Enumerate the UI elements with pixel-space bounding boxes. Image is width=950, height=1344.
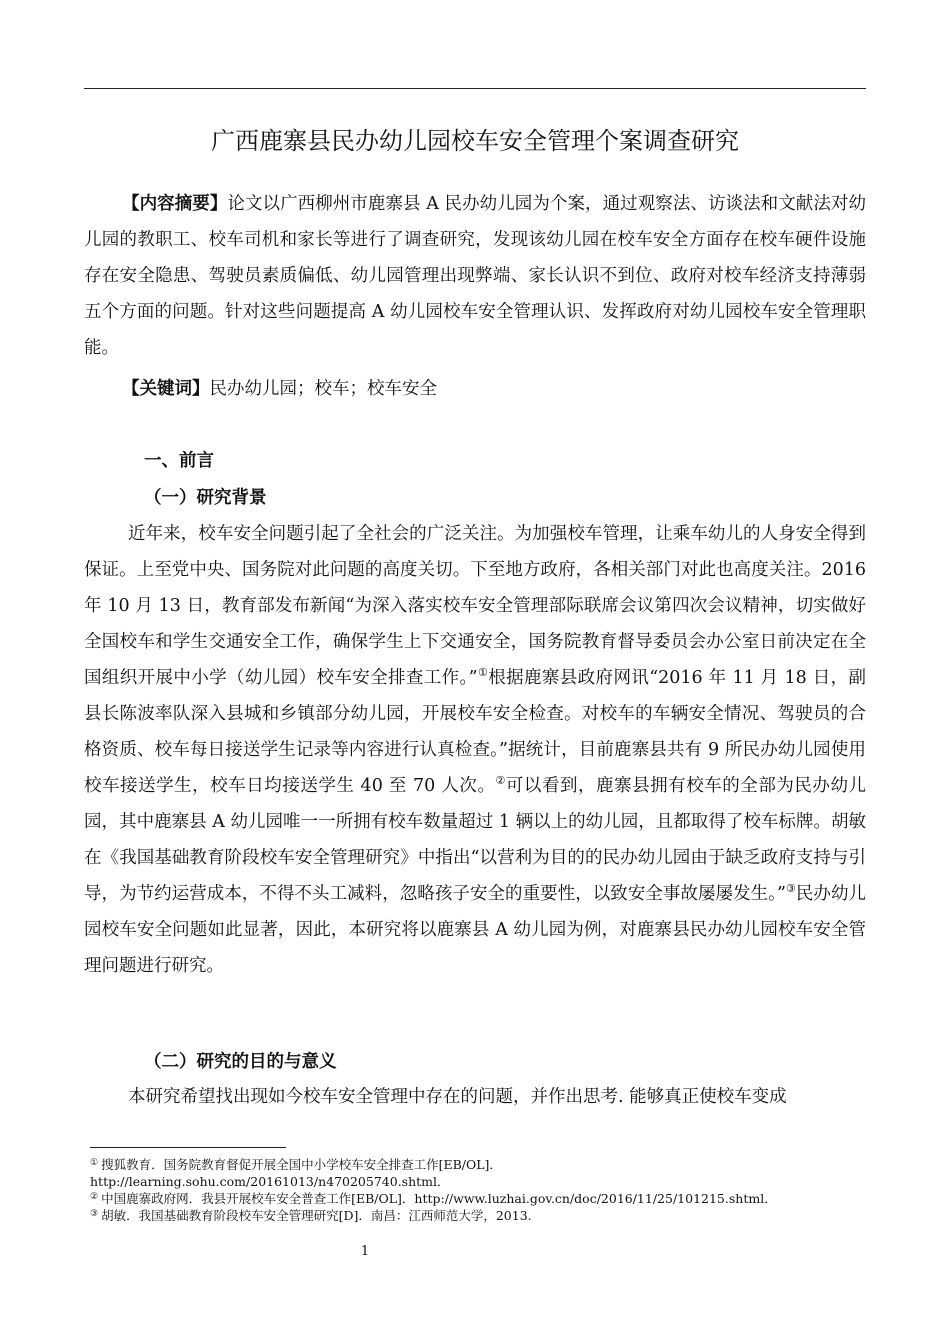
footnote-item: [90, 1190, 850, 1207]
footnote-ref-1[interactable]: ①: [477, 666, 489, 679]
footnote-text: 中国鹿寨政府网．我县开展校车安全普查工作[EB/OL]．http://www.luzhai.gov.cn/doc/2016/11/25/101215.shtml．: [101, 1191, 777, 1206]
abstract-text: 论文以广西柳州市鹿寨县 A 民办幼儿园为个案，通过观察法、访谈法和文献法对幼儿园的教职工、校车司机和家长等进行了调查研究，发现该幼儿园在校车安全方面存在校车硬件设施存在安全隐患、驾驶员素质偏低、幼儿园管理出现弊端、家长认识不到位、政府对校车经济支持薄弱五个方面的问题。针对这些问题提高 A 幼儿园校车安全管理认识、发挥政府对幼儿园校车安全管理职能。: [84, 194, 866, 358]
footnote-item: [90, 1156, 850, 1190]
subsection-heading-purpose: （二）研究的目的与意义: [144, 1052, 337, 1072]
footnote-mark: ③: [90, 1209, 99, 1219]
section-heading-introduction: 一、前言: [144, 451, 214, 471]
keywords-paragraph: [84, 371, 866, 407]
background-text-b: 根据鹿寨县政府网讯“2016 年 11 月 18 日，副县长陈波率队深入县城和乡镇部分幼儿园，开展校车安全检查。对校车的车辆安全情况、驾驶员的合格资质、校车每日接送学生记录等内容进行认真检查。”据统计，目前鹿寨县共有 9 所民办幼儿园使用校车接送学生，校车日均接送学生 40 至 70 人次。: [84, 668, 866, 796]
footnote-item: [90, 1207, 850, 1224]
paper-title: 广西鹿寨县民办幼儿园校车安全管理个案调查研究: [211, 127, 739, 155]
footnote-separator: [90, 1147, 286, 1148]
background-text-d: 民办幼儿园校车安全问题如此显著，因此，本研究将以鹿寨县 A 幼儿园为例，对鹿寨县民办幼儿园校车安全管理问题进行研究。: [84, 884, 866, 976]
subsection-heading-background: （一）研究背景: [144, 488, 267, 508]
footnote-ref-2[interactable]: ②: [495, 774, 506, 787]
footnote-mark: ②: [90, 1192, 99, 1202]
header-rule: [84, 88, 866, 89]
footnotes: [90, 1156, 850, 1224]
abstract-label: 【内容摘要】: [122, 194, 228, 214]
background-text-c: 可以看到，鹿寨县拥有校车的全部为民办幼儿园，其中鹿寨县 A 幼儿园唯一一所拥有校车数量超过 1 辆以上的幼儿园，且都取得了校车标牌。胡敏在《我国基础教育阶段校车安全管理研究》中指出“以营利为目的的民办幼儿园由于缺乏政府支持与引导，为节约运营成本，不得不头工减料，忽略孩子安全的重要性，以致安全事故屡屡发生。”: [84, 776, 866, 904]
page-number: 1: [360, 1244, 370, 1259]
background-text-a: 近年来，校车安全问题引起了全社会的广泛关注。为加强校车管理，让乘车幼儿的人身安全得到保证。上至党中央、国务院对此问题的高度关切。下至地方政府，各相关部门对此也高度关注。2016 年 10 月 13 日，教育部发布新闻“为深入落实校车安全管理部际联席会议第四次会议精神，切实做好全国校车和学生交通安全工作，确保学生上下交通安全，国务院教育督导委员会办公室日前决定在全国组织开展中小学（幼儿园）校车安全排查工作。”: [84, 524, 866, 688]
footnote-text: 搜狐教育．国务院教育督促开展全国中小学校车安全排查工作[EB/OL]．http://learning.sohu.com/20161013/n470205740.shtml．: [90, 1157, 502, 1189]
background-paragraph: [84, 516, 866, 984]
abstract-paragraph: [84, 186, 866, 366]
footnote-mark: ①: [90, 1158, 99, 1168]
footnote-ref-3[interactable]: ③: [785, 882, 796, 895]
footnote-text: 胡敏．我国基础教育阶段校车安全管理研究[D]．南昌：江西师范大学，2013.: [101, 1208, 532, 1223]
keywords-text: 民办幼儿园；校车；校车安全: [209, 379, 437, 399]
purpose-paragraph: 本研究希望找出现如今校车安全管理中存在的问题，并作出思考. 能够真正使校车变成: [128, 1087, 787, 1107]
keywords-label: 【关键词】: [122, 379, 210, 399]
